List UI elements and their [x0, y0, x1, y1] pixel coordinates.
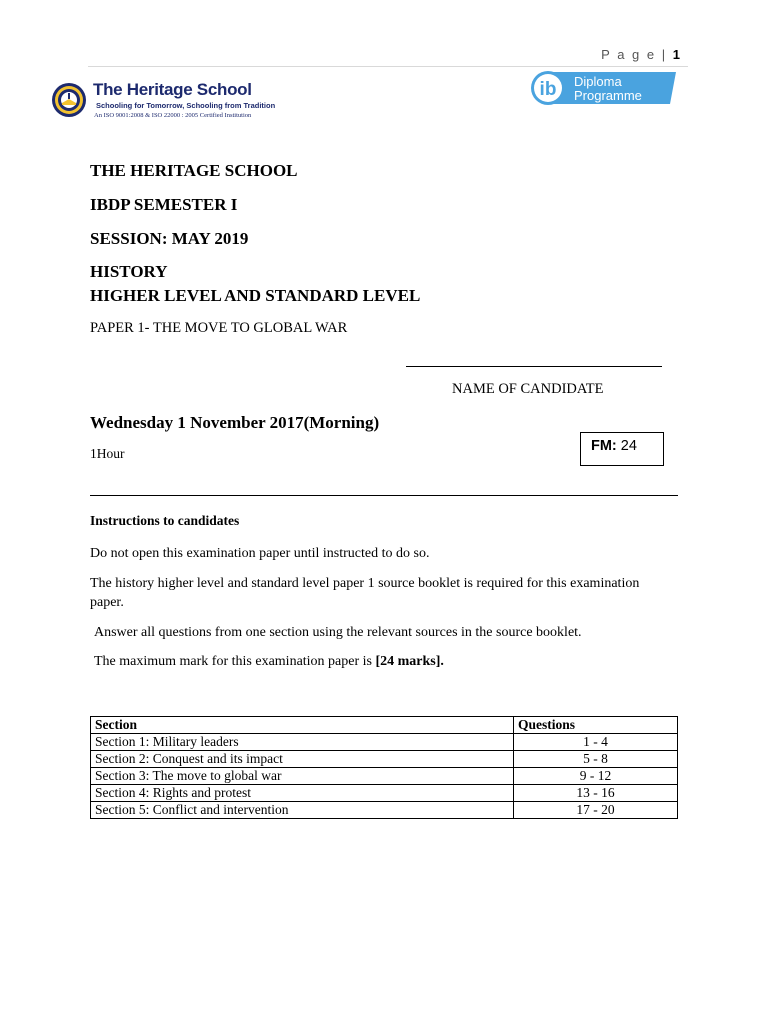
table-header-row — [91, 717, 678, 734]
title-paper: PAPER 1- THE MOVE TO GLOBAL WAR — [90, 320, 348, 336]
table-row — [91, 734, 678, 751]
sections-table — [90, 716, 678, 819]
table-row — [91, 768, 678, 785]
full-marks-value: 24 — [620, 438, 637, 454]
instructions-title: Instructions to candidates — [90, 513, 240, 528]
header-questions: Questions — [514, 717, 678, 734]
title-session: SESSION: MAY 2019 — [90, 229, 249, 248]
questions-cell: 17 - 20 — [514, 802, 678, 819]
school-seal-icon — [51, 82, 87, 118]
exam-date: Wednesday 1 November 2017(Morning) — [90, 413, 380, 432]
questions-cell: 9 - 12 — [514, 768, 678, 785]
ib-logo-mark: ib — [539, 79, 557, 100]
full-marks-label: FM: — [591, 438, 617, 454]
table-row — [91, 785, 678, 802]
header-section: Section — [91, 717, 514, 734]
section-cell: Section 4: Rights and protest — [91, 785, 514, 802]
section-divider — [90, 495, 678, 496]
table-row — [91, 751, 678, 768]
instruction-item: The maximum mark for this examination paper is — [94, 654, 376, 669]
questions-cell: 1 - 4 — [514, 734, 678, 751]
section-cell: Section 3: The move to global war — [91, 768, 514, 785]
instruction-item: Do not open this examination paper until instructed to do so. — [90, 546, 430, 561]
instruction-item-marks — [94, 652, 444, 671]
section-cell: Section 5: Conflict and intervention — [91, 802, 514, 819]
exam-duration: 1Hour — [90, 446, 125, 461]
title-semester: IBDP SEMESTER I — [90, 195, 238, 214]
instruction-item: The history higher level and standard level paper 1 source booklet is required for this examination paper. — [90, 576, 640, 610]
page-number — [601, 47, 680, 62]
title-subject: HISTORY — [90, 262, 168, 281]
ib-logo-line1: Diploma — [574, 74, 622, 89]
school-logo-name: The Heritage School — [93, 80, 252, 99]
table-row — [91, 802, 678, 819]
title-school: THE HERITAGE SCHOOL — [90, 161, 298, 180]
page-separator: | — [661, 47, 668, 62]
school-logo-tagline: Schooling for Tomorrow, Schooling from Tradition — [96, 101, 276, 110]
max-marks: [24 marks]. — [375, 654, 444, 669]
header-rule — [88, 66, 688, 67]
page-number-value: 1 — [672, 47, 680, 62]
ib-logo-icon — [530, 68, 678, 108]
questions-cell: 13 - 16 — [514, 785, 678, 802]
full-marks-box — [580, 432, 664, 466]
page-word: P a g e — [601, 47, 657, 62]
questions-cell: 5 - 8 — [514, 751, 678, 768]
school-logo-iso: An ISO 9001:2008 & ISO 22000 : 2005 Certified Institution — [94, 112, 252, 119]
candidate-name-line — [406, 366, 662, 367]
title-level: HIGHER LEVEL AND STANDARD LEVEL — [90, 286, 421, 305]
section-cell: Section 1: Military leaders — [91, 734, 514, 751]
ib-logo-line2: Programme — [574, 88, 642, 103]
section-cell: Section 2: Conquest and its impact — [91, 751, 514, 768]
candidate-name-label: NAME OF CANDIDATE — [452, 381, 604, 397]
instruction-item: Answer all questions from one section using the relevant sources in the source booklet. — [94, 625, 582, 640]
